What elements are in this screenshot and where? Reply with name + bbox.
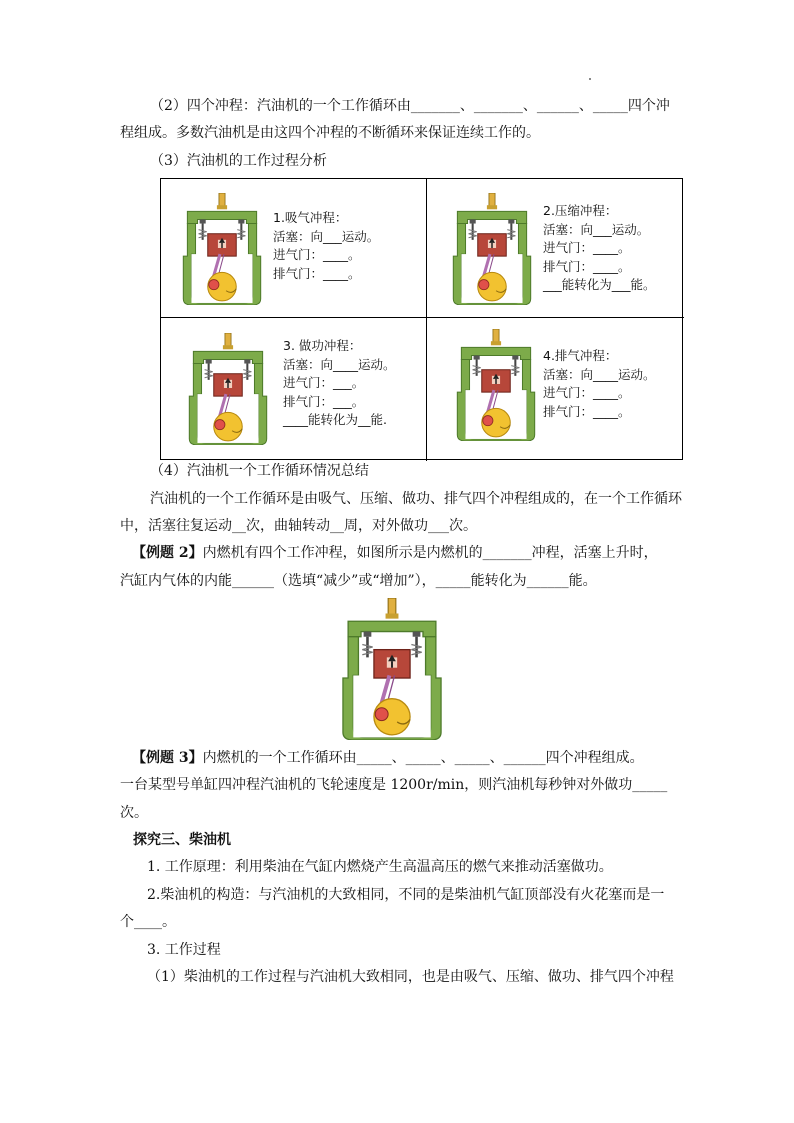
diesel-principle: 1. 工作原理：利用柴油在气缸内燃烧产生高温高压的燃气来推动活塞做功。 <box>147 859 613 875</box>
intake-title: 1.吸气冲程： <box>273 210 348 225</box>
summary-line-2: 中，活塞往复运动__次，曲轴转动__周，对外做功___次。 <box>120 518 477 534</box>
compression-engine-image <box>451 193 533 305</box>
cell-intake <box>273 209 379 283</box>
diesel-process-heading: 3. 工作过程 <box>147 942 221 958</box>
example-3-text: 内燃机的一个工作循环由_____、_____、_____、______四个冲程组成。 <box>202 750 644 766</box>
exhaust-piston: 活塞：向____运动。 <box>543 366 656 382</box>
example-2-label: 【例题 2】 <box>132 545 203 561</box>
intake-exhaust-valve: 排气门：____。 <box>273 265 361 281</box>
diesel-structure: 2.柴油机的构造：与汽油机的大致相同，不同的是柴油机气缸顶部没有火花塞而是一 <box>147 887 665 903</box>
intake-inlet-valve: 进气门：____。 <box>273 247 361 262</box>
exhaust-inlet-valve: 进气门：____。 <box>543 385 631 400</box>
table-divider-h <box>161 317 684 318</box>
summary-heading: （4）汽油机一个工作循环情况总结 <box>150 463 369 479</box>
power-engine-image <box>187 333 269 445</box>
example-3-line-2: 一台某型号单缸四冲程汽油机的飞轮速度是 1200r/min，则汽油机每秒钟对外做功_____ <box>120 777 668 793</box>
power-energy: ____能转化为__能. <box>283 412 387 427</box>
power-inlet-valve: 进气门：___。 <box>283 375 365 390</box>
power-exhaust-valve: 排气门：___。 <box>283 393 365 409</box>
example-2-line-2: 汽缸内气体的内能______（选填“减少”或“增加”），_____能转化为______能。 <box>120 573 597 589</box>
intake-piston: 活塞：向___运动。 <box>273 228 380 244</box>
summary-line-1: 汽油机的一个工作循环是由吸气、压缩、做功、排气四个冲程组成的，在一个工作循环 <box>150 491 682 507</box>
para-strokes-cont: 程组成。多数汽油机是由这四个冲程的不断循环来保证连续工作的。 <box>120 125 540 141</box>
table-divider-v <box>426 179 427 461</box>
section-heading-3: （3）汽油机的工作过程分析 <box>150 153 327 169</box>
intake-engine-image <box>181 193 263 305</box>
cell-exhaust <box>543 347 656 421</box>
compression-energy: ___能转化为___能。 <box>543 277 656 292</box>
compression-inlet-valve: 进气门：____。 <box>543 240 631 255</box>
stray-dot <box>589 78 591 80</box>
example-2-line-1 <box>132 543 658 563</box>
diesel-heading: 探究三、柴油机 <box>133 832 231 848</box>
exhaust-engine-image <box>455 329 537 441</box>
stroke-table <box>160 178 683 460</box>
power-title: 3. 做功冲程： <box>283 338 362 353</box>
diesel-structure-cont: 个____。 <box>120 914 176 930</box>
cell-power <box>283 337 396 430</box>
compression-exhaust-valve: 排气门：____。 <box>543 258 631 274</box>
example-3-line-3: 次。 <box>120 805 148 821</box>
example-3-label: 【例题 3】 <box>132 750 203 766</box>
example-3-line-1 <box>132 748 644 768</box>
compression-piston: 活塞：向___运动。 <box>543 221 650 237</box>
para-strokes: （2）四个冲程：汽油机的一个工作循环由_______、_______、______、_____四个冲 <box>150 98 670 114</box>
exhaust-title: 4.排气冲程： <box>543 348 618 363</box>
example-2-engine-image <box>340 598 444 740</box>
diesel-process-1: （1）柴油机的工作过程与汽油机大致相同，也是由吸气、压缩、做功、排气四个冲程 <box>147 969 674 985</box>
compression-title: 2.压缩冲程： <box>543 203 618 218</box>
cell-compression <box>543 202 656 295</box>
example-2-text: 内燃机有四个工作冲程，如图所示是内燃机的_______冲程，活塞上升时， <box>202 545 658 561</box>
exhaust-exhaust-valve: 排气门：____。 <box>543 403 631 419</box>
power-piston: 活塞：向____运动。 <box>283 356 396 372</box>
